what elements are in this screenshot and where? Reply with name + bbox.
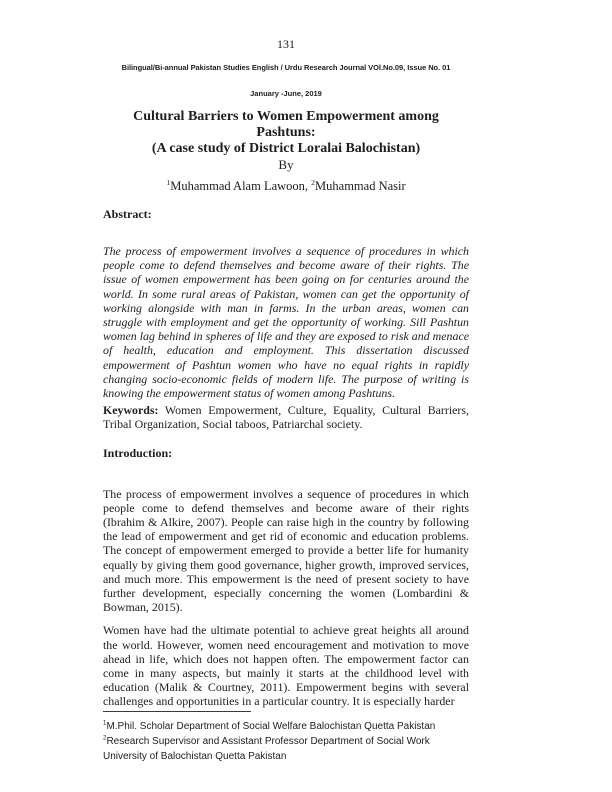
footnotes [103, 711, 469, 764]
author-superscript: 2 [311, 177, 316, 187]
footnote-superscript: 1 [103, 719, 107, 727]
article-title-line-3: (A case study of District Loralai Balochistan) [151, 141, 421, 156]
keywords-text: Women Empowerment, Culture, Equality, Cultural Barriers, Tribal Organization, Social taboos, Patriarchal society. [103, 403, 469, 432]
abstract-heading: Abstract: [103, 207, 152, 221]
article-title [103, 109, 469, 157]
introduction-heading: Introduction: [103, 445, 173, 460]
keywords-label: Keywords: [103, 403, 159, 418]
footnote-superscript: 2 [103, 734, 107, 742]
intro-paragraph-1: The process of empowerment involves a sequence of procedures in which people come to defend themselves and become aware of their rights (Ibrahim & Alkire, 2007). People can raise high in the country by following the lead of empowerment and get rid of economic and education problems. The concept of empowerment emerged to provide a better life for humanity equally by giving them good governance, higher growth, improved services, and much more. This empowerment is the need of present society to have further development, especially concerning the women (Lombardini & Bowman, 2015). [103, 486, 469, 615]
byline: By [278, 157, 294, 172]
intro-paragraph-2: Women have had the ultimate potential to achieve great heights all around the world. However, women need encouragement and motivation to move ahead in life, which does not happen often. The empowerment factor can come in many aspects, but mainly it starts at the childhood level with education (Malik & Courtney, 2011). Empowerment begins with several challenges and opportunities in a particular country. It is especially harder [103, 623, 469, 709]
keywords-line [103, 403, 469, 431]
footnote-separator [103, 711, 251, 712]
author-superscript: 1 [166, 177, 171, 187]
footnote: $^1$M.Phil. Scholar Department of Social Welfare Balochistan Quetta Pakistan [103, 719, 436, 732]
page-number: 131 [277, 37, 295, 51]
authors-line: $^1$Muhammad Alam Lawoon, $^2$Muhammad Nasir [166, 177, 406, 193]
article-title-line-2: Pashtuns: [256, 125, 316, 140]
issue-date: January -June, 2019 [250, 89, 322, 98]
footnote: $^2$Research Supervisor and Assistant Professor Department of Social Work University of Balochistan Quetta Pakistan [103, 734, 430, 762]
article-title-line-1: Cultural Barriers to Women Empowerment among [133, 109, 439, 124]
page-content [103, 0, 469, 709]
journal-header: Bilingual/Bi-annual Pakistan Studies English / Urdu Research Journal VOl.No.09, Issue No. 01 [121, 63, 451, 72]
abstract-text: The process of empowerment involves a sequence of procedures in which people come to defend themselves and become aware of their rights. The issue of women empowerment has been going on for centuries around the world. In some rural areas of Pakistan, women can get the opportunity of working alongside with man in farms. In the urban areas, women can struggle with employment and get the opportunity of working. Sill Pashtun women lag behind in spheres of life and they are exposed to risk and menace of health, education and employment. This dissertation discussed empowerment of Pashtun women who have no equal rights in rapidly changing socio-economic fields of modern life. The purpose of writing is knowing the empowerment status of women among Pashtuns. [103, 244, 469, 401]
